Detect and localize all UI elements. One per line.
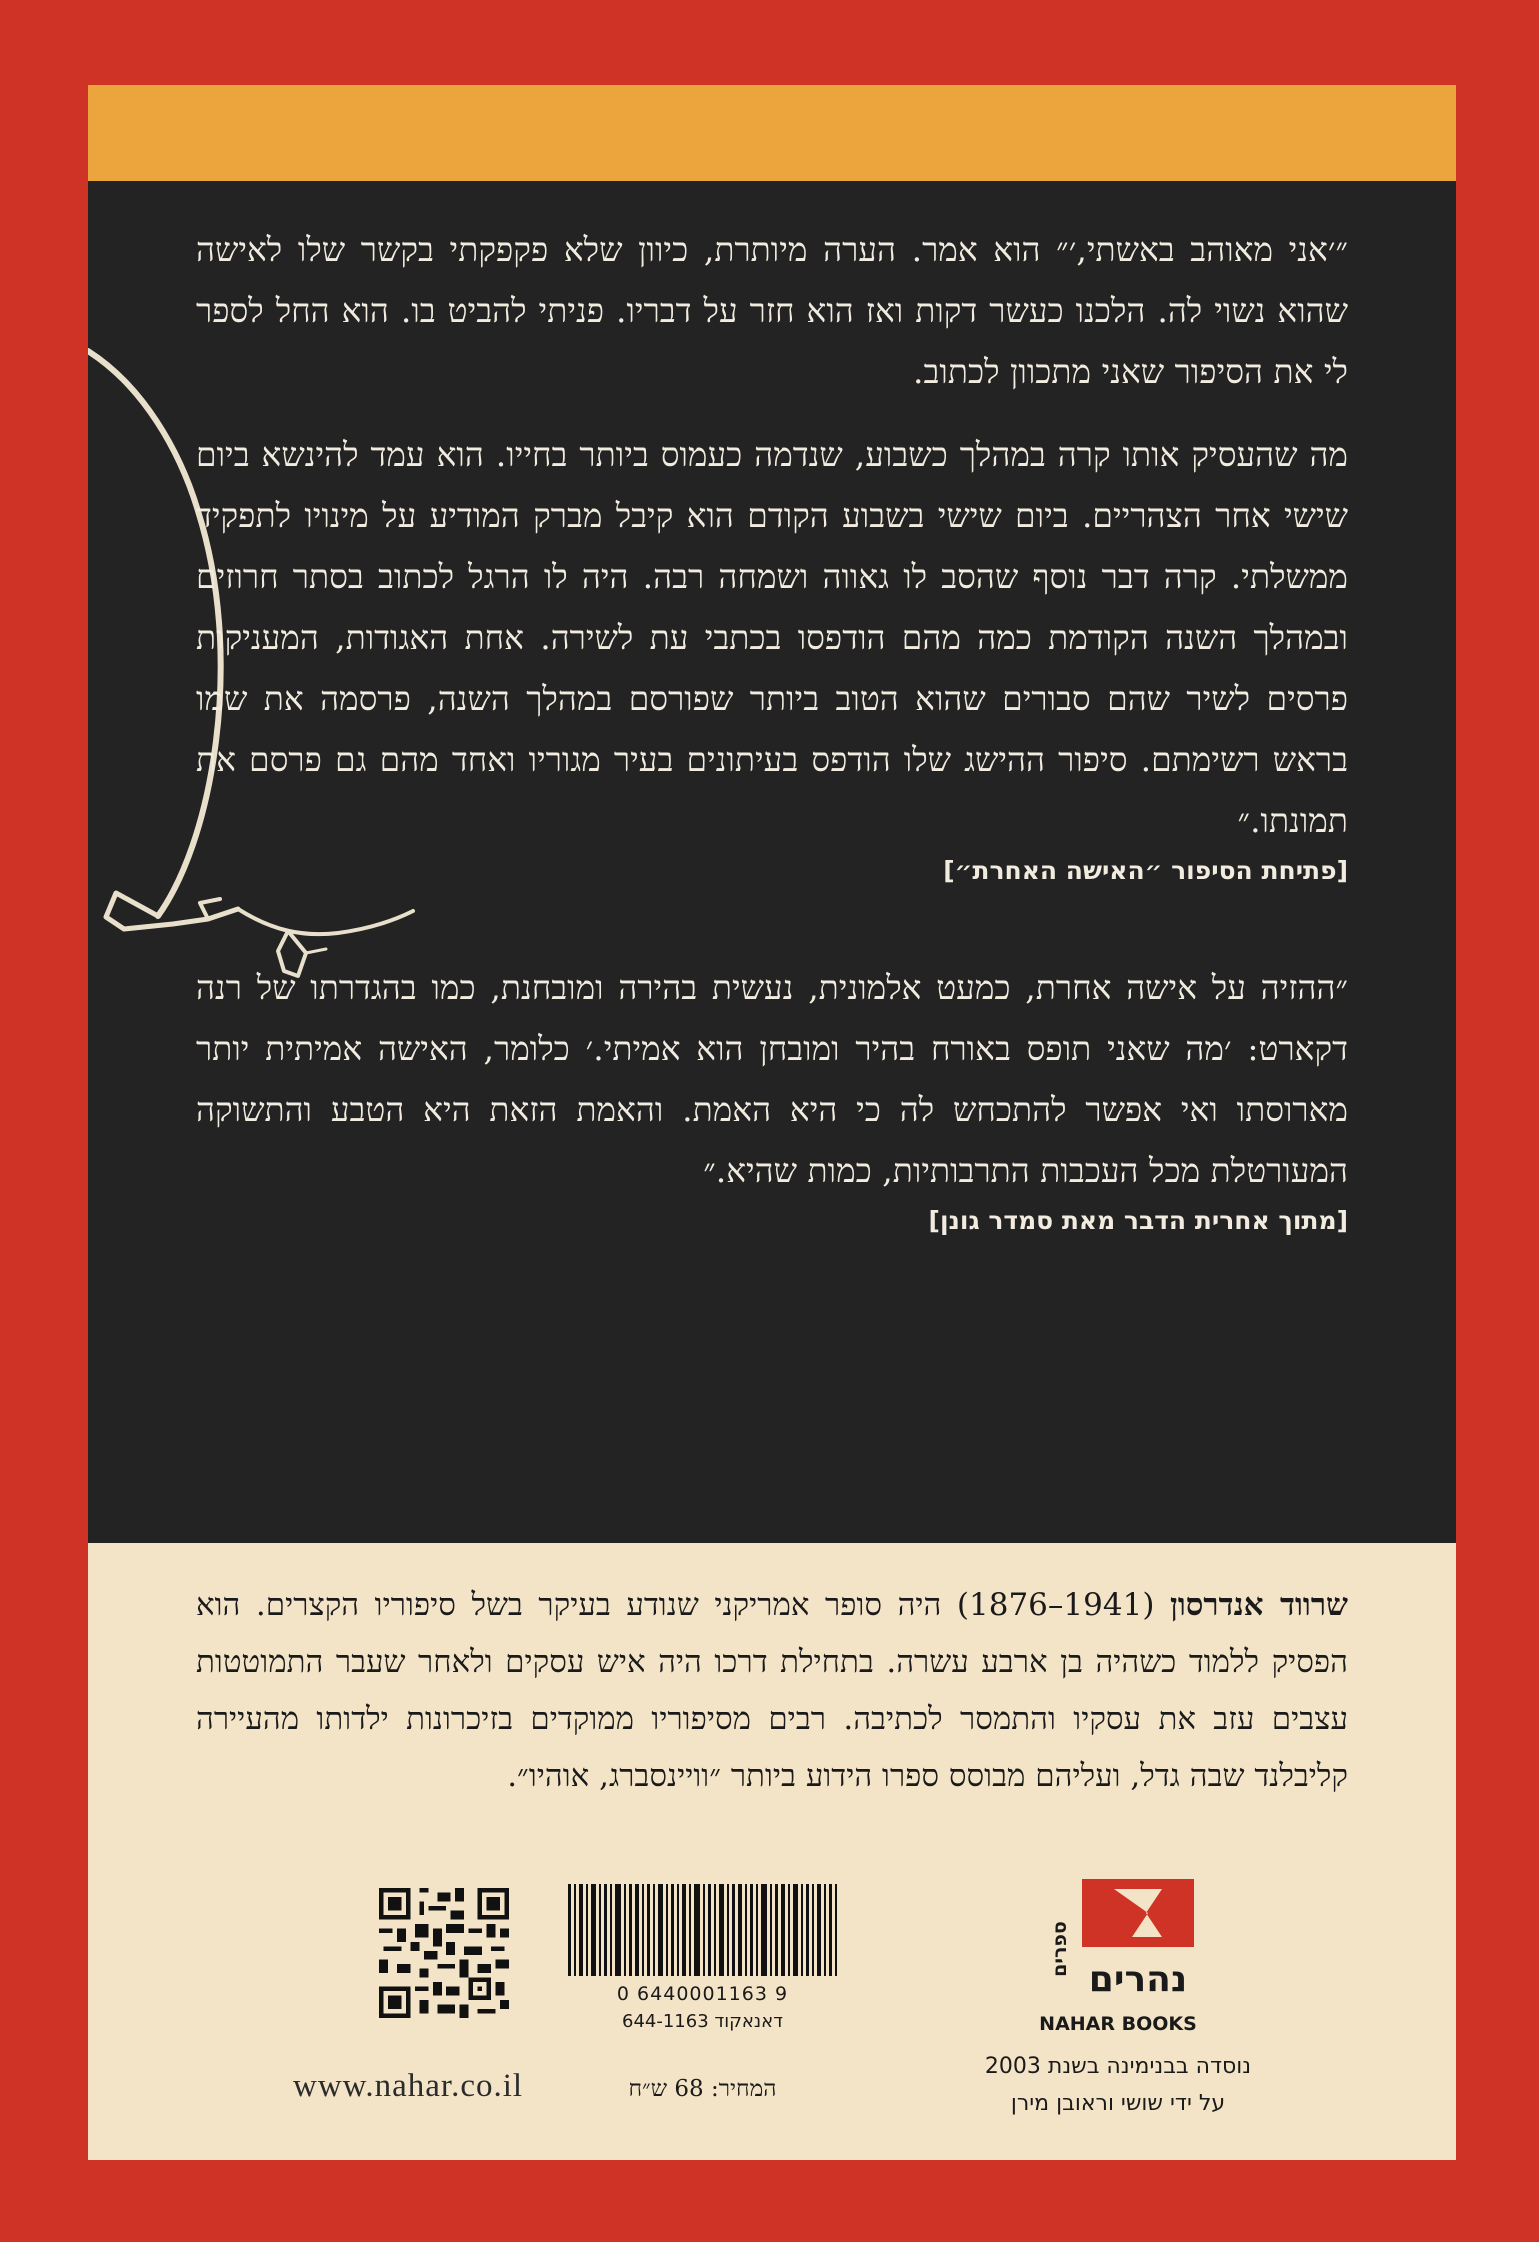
barcode bbox=[566, 1884, 839, 1976]
excerpt-paragraph: מה שהעסיק אותו קרה במהלך כשבוע, שנדמה כעמוס ביותר בחייו. הוא עמד להינשא ביום שישי אחר הצהריים. ביום שישי בשבוע הקודם הוא קיבל מברק המודיע על מינויו לתפקיד ממשלתי. קרה דבר נוסף שהסב לו גאווה ושמחה רבה. היה לו הרגל לכתוב בסתר חרוזים ובמהלך השנה הקודמת כמה מהם הודפסו בכתבי עת לשירה. אחת האגודות, המעניקות פרסים לשיר שהם סבורים שהוא הטוב ביותר שפורסם במהלך השנה, פרסמה את שמו בראש רשימתם. סיפור ההישג שלו הודפס בעיתונים בעיר מגוריו ואחד מהם גם פרסם את תמונתו.״ bbox=[196, 435, 1348, 840]
author-bio bbox=[196, 1577, 1348, 1805]
founders-line: על ידי שושי וראובן מירן bbox=[1010, 2091, 1226, 2116]
logo-hebrew-name: נהרים bbox=[1088, 1959, 1188, 2000]
excerpt-source: [פתיחת הסיפור ״האישה האחרת״] bbox=[943, 856, 1348, 885]
publisher-founded bbox=[908, 2048, 1328, 2122]
author-bio-text: (1941–1876) היה סופר אמריקני שנודע בעיקר בשל סיפוריו הקצרים. הוא הפסיק ללמוד כשהיה בן ארבע עשרה. בתחילת דרכו היה איש עסקים ולאחר שעבר התמוטטות עצבים עזב את עסקיו והתמסר לכתיבה. רבים מסיפוריו ממוקדים בזיכרונות ילדותו מהעיירה קליבלנד שבה גדל, ועליהם מבוסס ספרו הידוע ביותר ״וויינסברג, אוהיו״. bbox=[196, 1587, 1349, 1794]
author-name: שרווד אנדרסון bbox=[1169, 1587, 1348, 1623]
barcode-number: 0 6440001163 9 bbox=[616, 1983, 789, 2005]
excerpt-text bbox=[196, 219, 1348, 1241]
afterword-quote: ״ההזיה על אישה אחרת, כמעט אלמונית, נעשית בהירה ומובחנת, כמו בהגדרתו של רנה דקארט: ׳מה שאני תופס באורח בהיר ומובחן הוא אמיתי.׳ כלומר, האישה אמיתית יותר מארוסתו ואי אפשר להתכחש לה כי היא האמת. והאמת הזאת היא הטבע והתשוקה המעורטלת מכל העכבות התרבותיות, כמות שהיא.״ bbox=[196, 968, 1348, 1190]
publisher-logo bbox=[1042, 1879, 1194, 2001]
price: המחיר: 68 ש״ח bbox=[628, 2076, 777, 2102]
afterword-source: [מתוך אחרית הדבר מאת סמדר גונן] bbox=[928, 1206, 1348, 1235]
excerpt-paragraph: ״׳אני מאוהב באשתי,׳״ הוא אמר. הערה מיותרת, כיוון שלא פקפקתי בקשר שלו לאישה שהוא נשוי לה. הלכנו כעשר דקות ואז הוא חזר על דבריו. פניתי להביט בו. הוא החל לספר לי את הסיפור שאני מתכוון לכתוב. bbox=[196, 230, 1348, 391]
logo-vertical-text: ספרים bbox=[1049, 1921, 1071, 1977]
danacode: דאנאקוד 644-1163 bbox=[622, 2011, 783, 2032]
qr-code[interactable] bbox=[379, 1888, 509, 2018]
top-color-band bbox=[88, 85, 1456, 181]
author-info-panel bbox=[88, 1543, 1456, 2160]
excerpt-panel bbox=[88, 181, 1456, 1543]
publisher-name-en: NAHAR BOOKS bbox=[1039, 2013, 1197, 2035]
founded-line: נוסדה בבנימינה בשנת 2003 bbox=[984, 2054, 1252, 2079]
publisher-url[interactable]: www.nahar.co.il bbox=[293, 2068, 524, 2104]
